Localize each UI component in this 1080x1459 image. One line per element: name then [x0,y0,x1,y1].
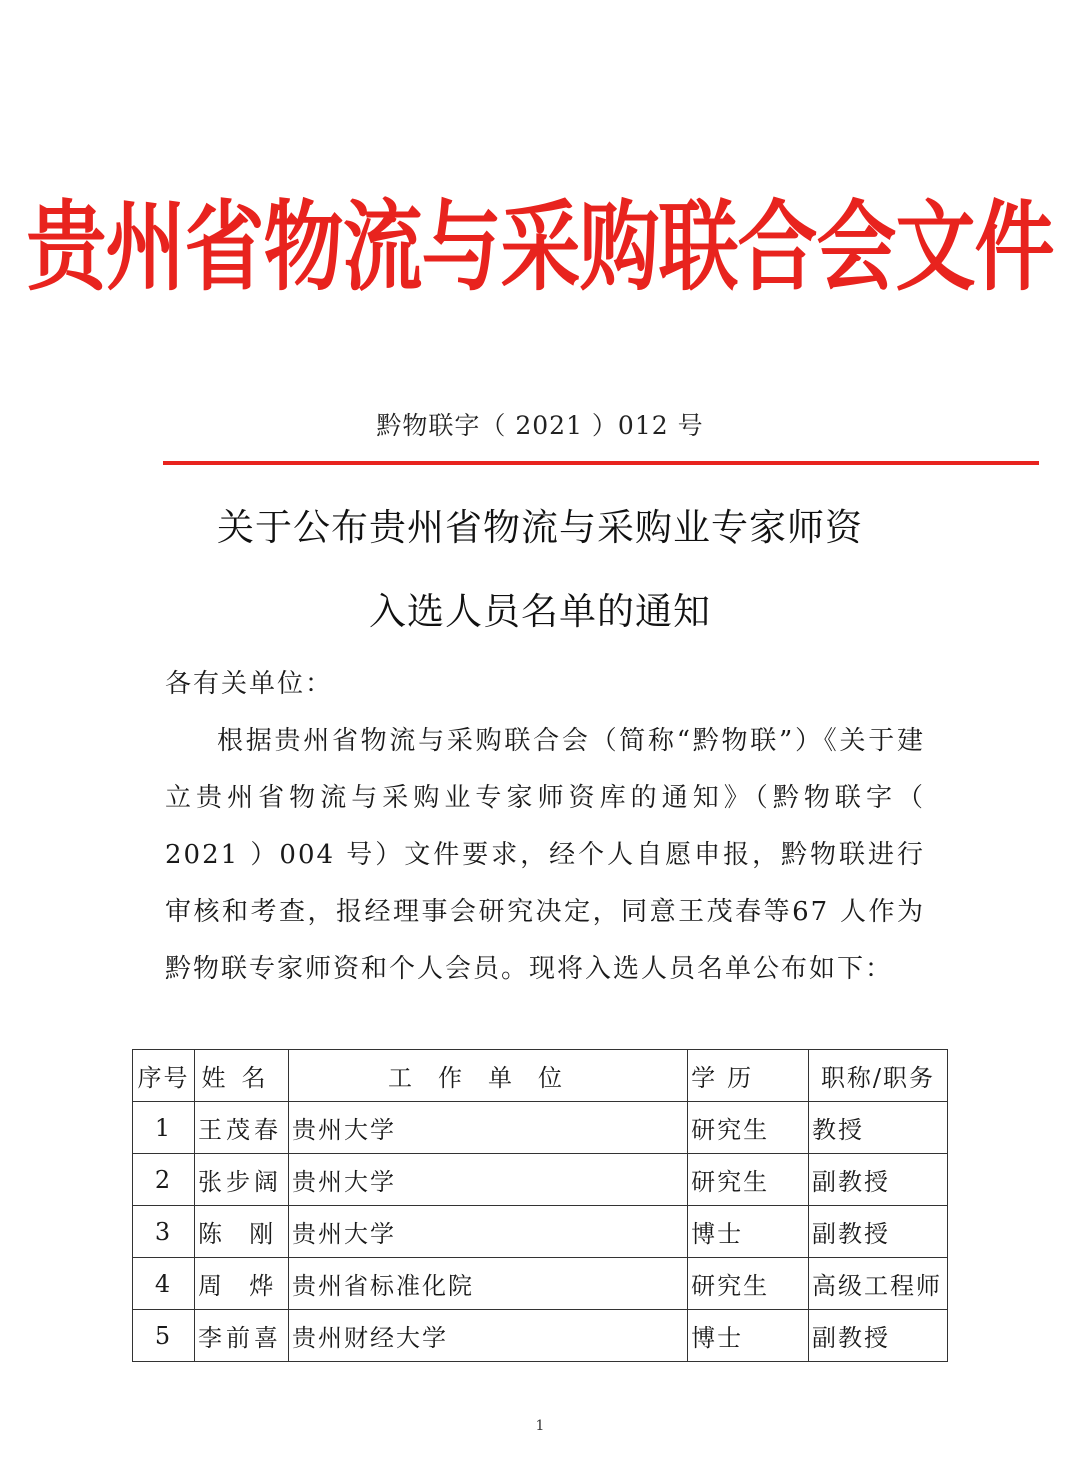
cell-index: 4 [133,1258,195,1310]
cell-education: 研究生 [688,1258,809,1310]
cell-education: 博士 [688,1206,809,1258]
cell-index: 1 [133,1102,195,1154]
cell-education: 研究生 [688,1102,809,1154]
cell-unit: 贵州大学 [288,1206,687,1258]
cell-name: 周 烨 [194,1258,288,1310]
cell-title: 副教授 [808,1206,947,1258]
cell-education: 博士 [688,1310,809,1362]
cell-unit: 贵州省标准化院 [288,1258,687,1310]
table-row [133,1206,948,1258]
cell-unit: 贵州财经大学 [288,1310,687,1362]
cell-index: 2 [133,1154,195,1206]
header-index: 序号 [133,1050,195,1102]
header-name: 姓名 [194,1050,288,1102]
header-education: 学历 [688,1050,809,1102]
cell-name: 李前喜 [194,1310,288,1362]
cell-title: 教授 [808,1102,947,1154]
table-row [133,1310,948,1362]
cell-name: 陈 刚 [194,1206,288,1258]
body-paragraph: 根据贵州省物流与采购联合会（简称“黔物联”）《关于建立贵州省物流与采购业专家师资库的通知》（黔物联字（ 2021 ）004 号）文件要求，经个人自愿申报，黔物联进行审核和考查，报经理事会研究决定，同意王茂春等67 人作为黔物联专家师资和个人会员。现将入选人员名单公布如下： [165,726,925,984]
header-title: 职称/职务 [808,1050,947,1102]
cell-index: 3 [133,1206,195,1258]
member-table [132,1049,948,1362]
table-row [133,1102,948,1154]
cell-education: 研究生 [688,1154,809,1206]
cell-title: 副教授 [808,1154,947,1206]
cell-title: 副教授 [808,1310,947,1362]
page-number: 1 [535,1418,545,1434]
header-unit: 工作单位 [288,1050,687,1102]
cell-title: 高级工程师 [808,1258,947,1310]
body-text [165,713,925,998]
table-header-row [133,1050,948,1102]
red-divider-line [163,461,1039,465]
table-row [133,1258,948,1310]
document-header-title: 贵州省物流与采购联合会文件 [26,190,1054,305]
cell-name: 王茂春 [194,1102,288,1154]
salutation: 各有关单位： [165,669,334,699]
notice-title-line-2: 入选人员名单的通知 [369,590,711,633]
cell-unit: 贵州大学 [288,1154,687,1206]
cell-name: 张步阔 [194,1154,288,1206]
document-number: 黔物联字（ 2021 ）012 号 [376,411,704,440]
notice-title-line-1: 关于公布贵州省物流与采购业专家师资 [217,506,863,549]
cell-unit: 贵州大学 [288,1102,687,1154]
table-row [133,1154,948,1206]
cell-index: 5 [133,1310,195,1362]
